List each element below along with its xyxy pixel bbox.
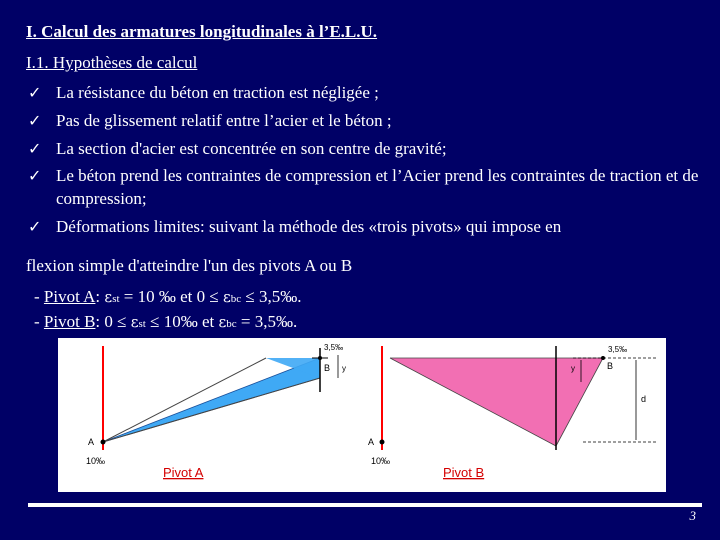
pivot-a-point (380, 440, 385, 445)
epsilon-symbol: ε (104, 288, 113, 306)
bullet-item (26, 214, 706, 239)
pivot-a-diagram (86, 343, 346, 480)
bullet-text: La section d'acier est concentrée en son centre de gravité; (56, 139, 447, 158)
pivot-b-caption: Pivot B (443, 465, 485, 480)
bullet-text: Le béton prend les contraintes de compression et l’Acier prend les contraintes de traction et de compression; (56, 166, 699, 208)
subscript: st (138, 318, 146, 330)
checkmark-icon: ✓ (28, 217, 42, 236)
pivot-text: : (95, 287, 105, 306)
epsilon-symbol: ε (218, 313, 227, 331)
pivot-b-point (318, 356, 322, 360)
pivot-diagram-figure (58, 338, 666, 492)
slide-title: I. Calcul des armatures longitudinales à l’E.L.U. (26, 22, 378, 41)
epsilon-symbol: ε (130, 313, 139, 331)
checkmark-icon: ✓ (28, 166, 42, 185)
pivot-b-line (34, 312, 297, 332)
section-subtitle: I.1. Hypothèses de calcul (26, 53, 198, 72)
bullet-item (26, 80, 706, 105)
epsilon-symbol: ε (222, 288, 231, 306)
pivot-a-point (101, 440, 106, 445)
label-b: B (324, 363, 331, 373)
bullet-text: Pas de glissement relatif entre l’acier et le béton ; (56, 111, 392, 130)
hypotheses-list (26, 80, 706, 242)
page-number: 3 (689, 508, 696, 523)
bullet-item (26, 136, 706, 161)
checkmark-icon: ✓ (28, 111, 42, 130)
bullet-text: Déformations limites: suivant la méthode des «trois pivots» qui impose en (56, 217, 562, 236)
pivot-a-line (34, 287, 301, 307)
label-10: 10‰ (371, 456, 391, 466)
pivot-a-fill (103, 358, 320, 442)
pivot-text: = 10 ‰ et 0 ≤ (119, 287, 223, 306)
bullet-continuation: flexion simple d'atteindre l'un des pivots A ou B (26, 256, 353, 275)
label-10: 10‰ (86, 456, 106, 466)
pivot-text: ≤ 3,5‰. (241, 287, 302, 306)
bullet-text: La résistance du béton en traction est négligée ; (56, 83, 379, 102)
label-a: A (368, 437, 375, 447)
subscript: st (112, 293, 120, 305)
subscript: bc (226, 318, 237, 330)
bullet-item (26, 108, 706, 133)
label-3-5: 3,5‰ (608, 345, 628, 354)
pivot-diagram (58, 338, 666, 492)
label-3-5: 3,5‰ (324, 343, 344, 352)
pivot-text: : 0 ≤ (95, 312, 131, 331)
pivot-a-caption: Pivot A (163, 465, 204, 480)
pivot-b-name: Pivot B (43, 312, 96, 331)
pivot-text: = 3,5‰. (236, 312, 298, 331)
subscript: bc (230, 293, 242, 305)
bullet-item (26, 164, 706, 210)
label-a: A (88, 437, 95, 447)
pivot-text: ≤ 10‰ et (145, 312, 219, 331)
label-d: d (641, 394, 647, 404)
label-y: y (342, 364, 346, 373)
checkmark-icon: ✓ (28, 139, 42, 158)
checkmark-icon: ✓ (28, 83, 42, 102)
pivot-b-point (601, 356, 605, 360)
pivot-a-name: Pivot A (43, 287, 96, 306)
pivot-prefix: - (34, 287, 44, 306)
label-y: y (571, 364, 575, 373)
pivot-a-strain-line (103, 378, 320, 442)
pivot-b-diagram (368, 345, 658, 480)
label-b: B (607, 361, 614, 371)
footer-divider (28, 503, 702, 507)
pivot-prefix: - (34, 312, 44, 331)
